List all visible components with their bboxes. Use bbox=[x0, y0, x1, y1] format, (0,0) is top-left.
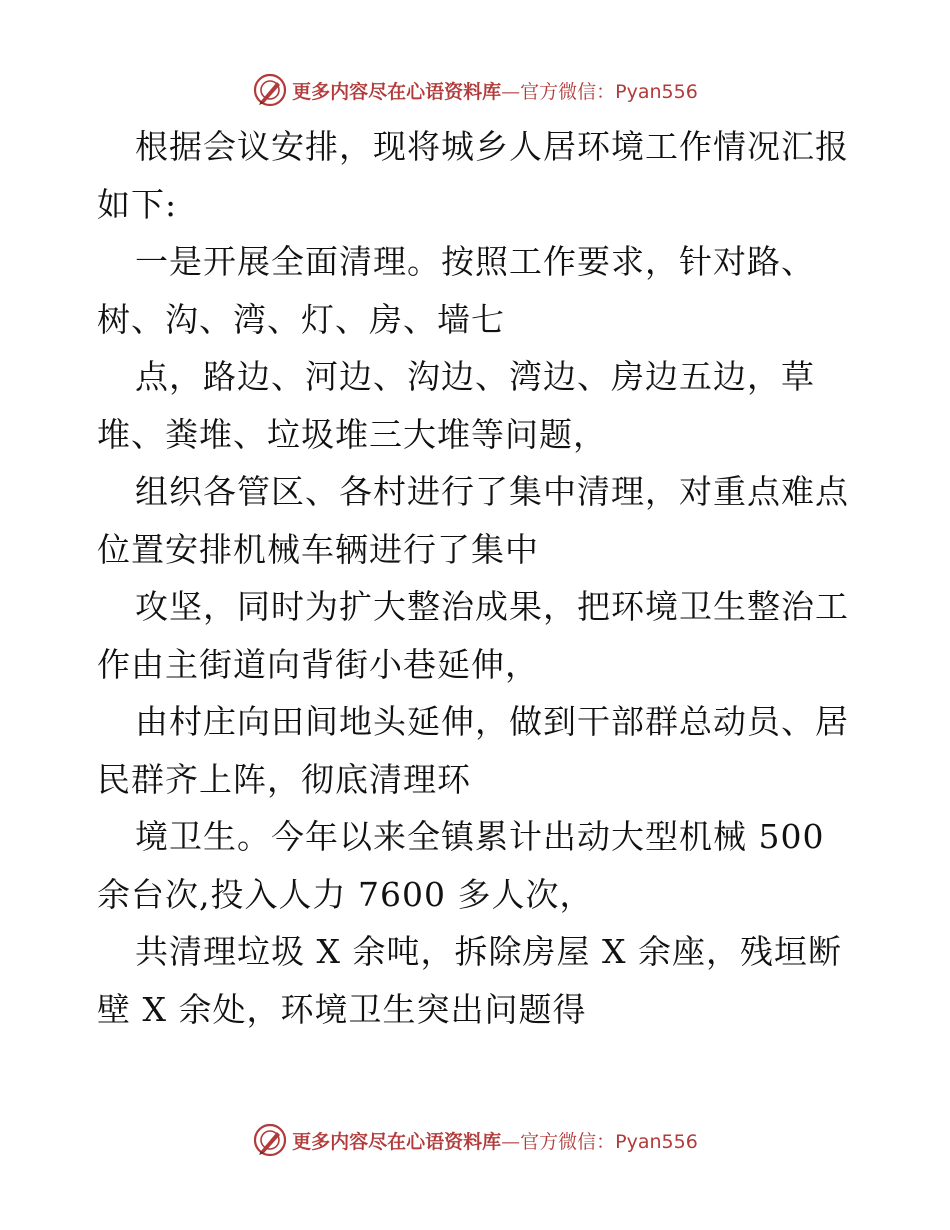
paragraph-line: 一是开展全面清理。按照工作要求，针对路、 bbox=[135, 242, 815, 281]
paragraph-line: 壁 X 余处，环境卫生突出问题得 bbox=[97, 989, 587, 1029]
paragraph-line: 攻坚，同时为扩大整治成果，把环境卫生整治工 bbox=[135, 587, 849, 626]
pen-logo-icon bbox=[252, 1122, 288, 1158]
document-body bbox=[97, 118, 857, 1038]
paragraph-line: 堆、粪堆、垃圾堆三大堆等问题， bbox=[97, 414, 607, 454]
paragraph-line: 位置安排机械车辆进行了集中 bbox=[97, 529, 539, 569]
watermark-banner bbox=[252, 1122, 698, 1158]
paragraph-line: 民群齐上阵，彻底清理环 bbox=[97, 759, 471, 799]
banner-text bbox=[292, 77, 698, 104]
paragraph-line: 余台次,投入人力 7600 多人次， bbox=[97, 874, 594, 914]
paragraph-line: 由村庄向田间地头延伸，做到干部群总动员、居 bbox=[135, 702, 849, 741]
paragraph-line: 境卫生。今年以来全镇累计出动大型机械 500 bbox=[135, 817, 825, 856]
pen-logo-icon bbox=[252, 72, 288, 108]
site-name: 更多内容尽在心语资料库 bbox=[292, 1130, 502, 1153]
banner-text bbox=[292, 1127, 698, 1154]
paragraph-line: 作由主街道向背街小巷延伸， bbox=[97, 644, 539, 684]
watermark-banner bbox=[252, 72, 698, 108]
paragraph-line: 点，路边、河边、沟边、湾边、房边五边，草 bbox=[135, 357, 815, 396]
footer-banner bbox=[0, 1120, 950, 1160]
separator: — bbox=[501, 1130, 521, 1153]
paragraph-line: 根据会议安排，现将城乡人居环境工作情况汇报 bbox=[135, 127, 849, 166]
contact-text: 官方微信：Pyan556 bbox=[520, 80, 698, 103]
paragraph-line: 组织各管区、各村进行了集中清理，对重点难点 bbox=[135, 472, 849, 511]
paragraph-line: 共清理垃圾 X 余吨，拆除房屋 X 余座，残垣断 bbox=[135, 932, 842, 971]
separator: — bbox=[501, 80, 521, 103]
header-banner bbox=[0, 70, 950, 110]
paragraph-line: 如下: bbox=[97, 184, 178, 224]
site-name: 更多内容尽在心语资料库 bbox=[292, 80, 502, 103]
paragraph-line: 树、沟、湾、灯、房、墙七 bbox=[97, 299, 505, 339]
contact-text: 官方微信：Pyan556 bbox=[520, 1130, 698, 1153]
